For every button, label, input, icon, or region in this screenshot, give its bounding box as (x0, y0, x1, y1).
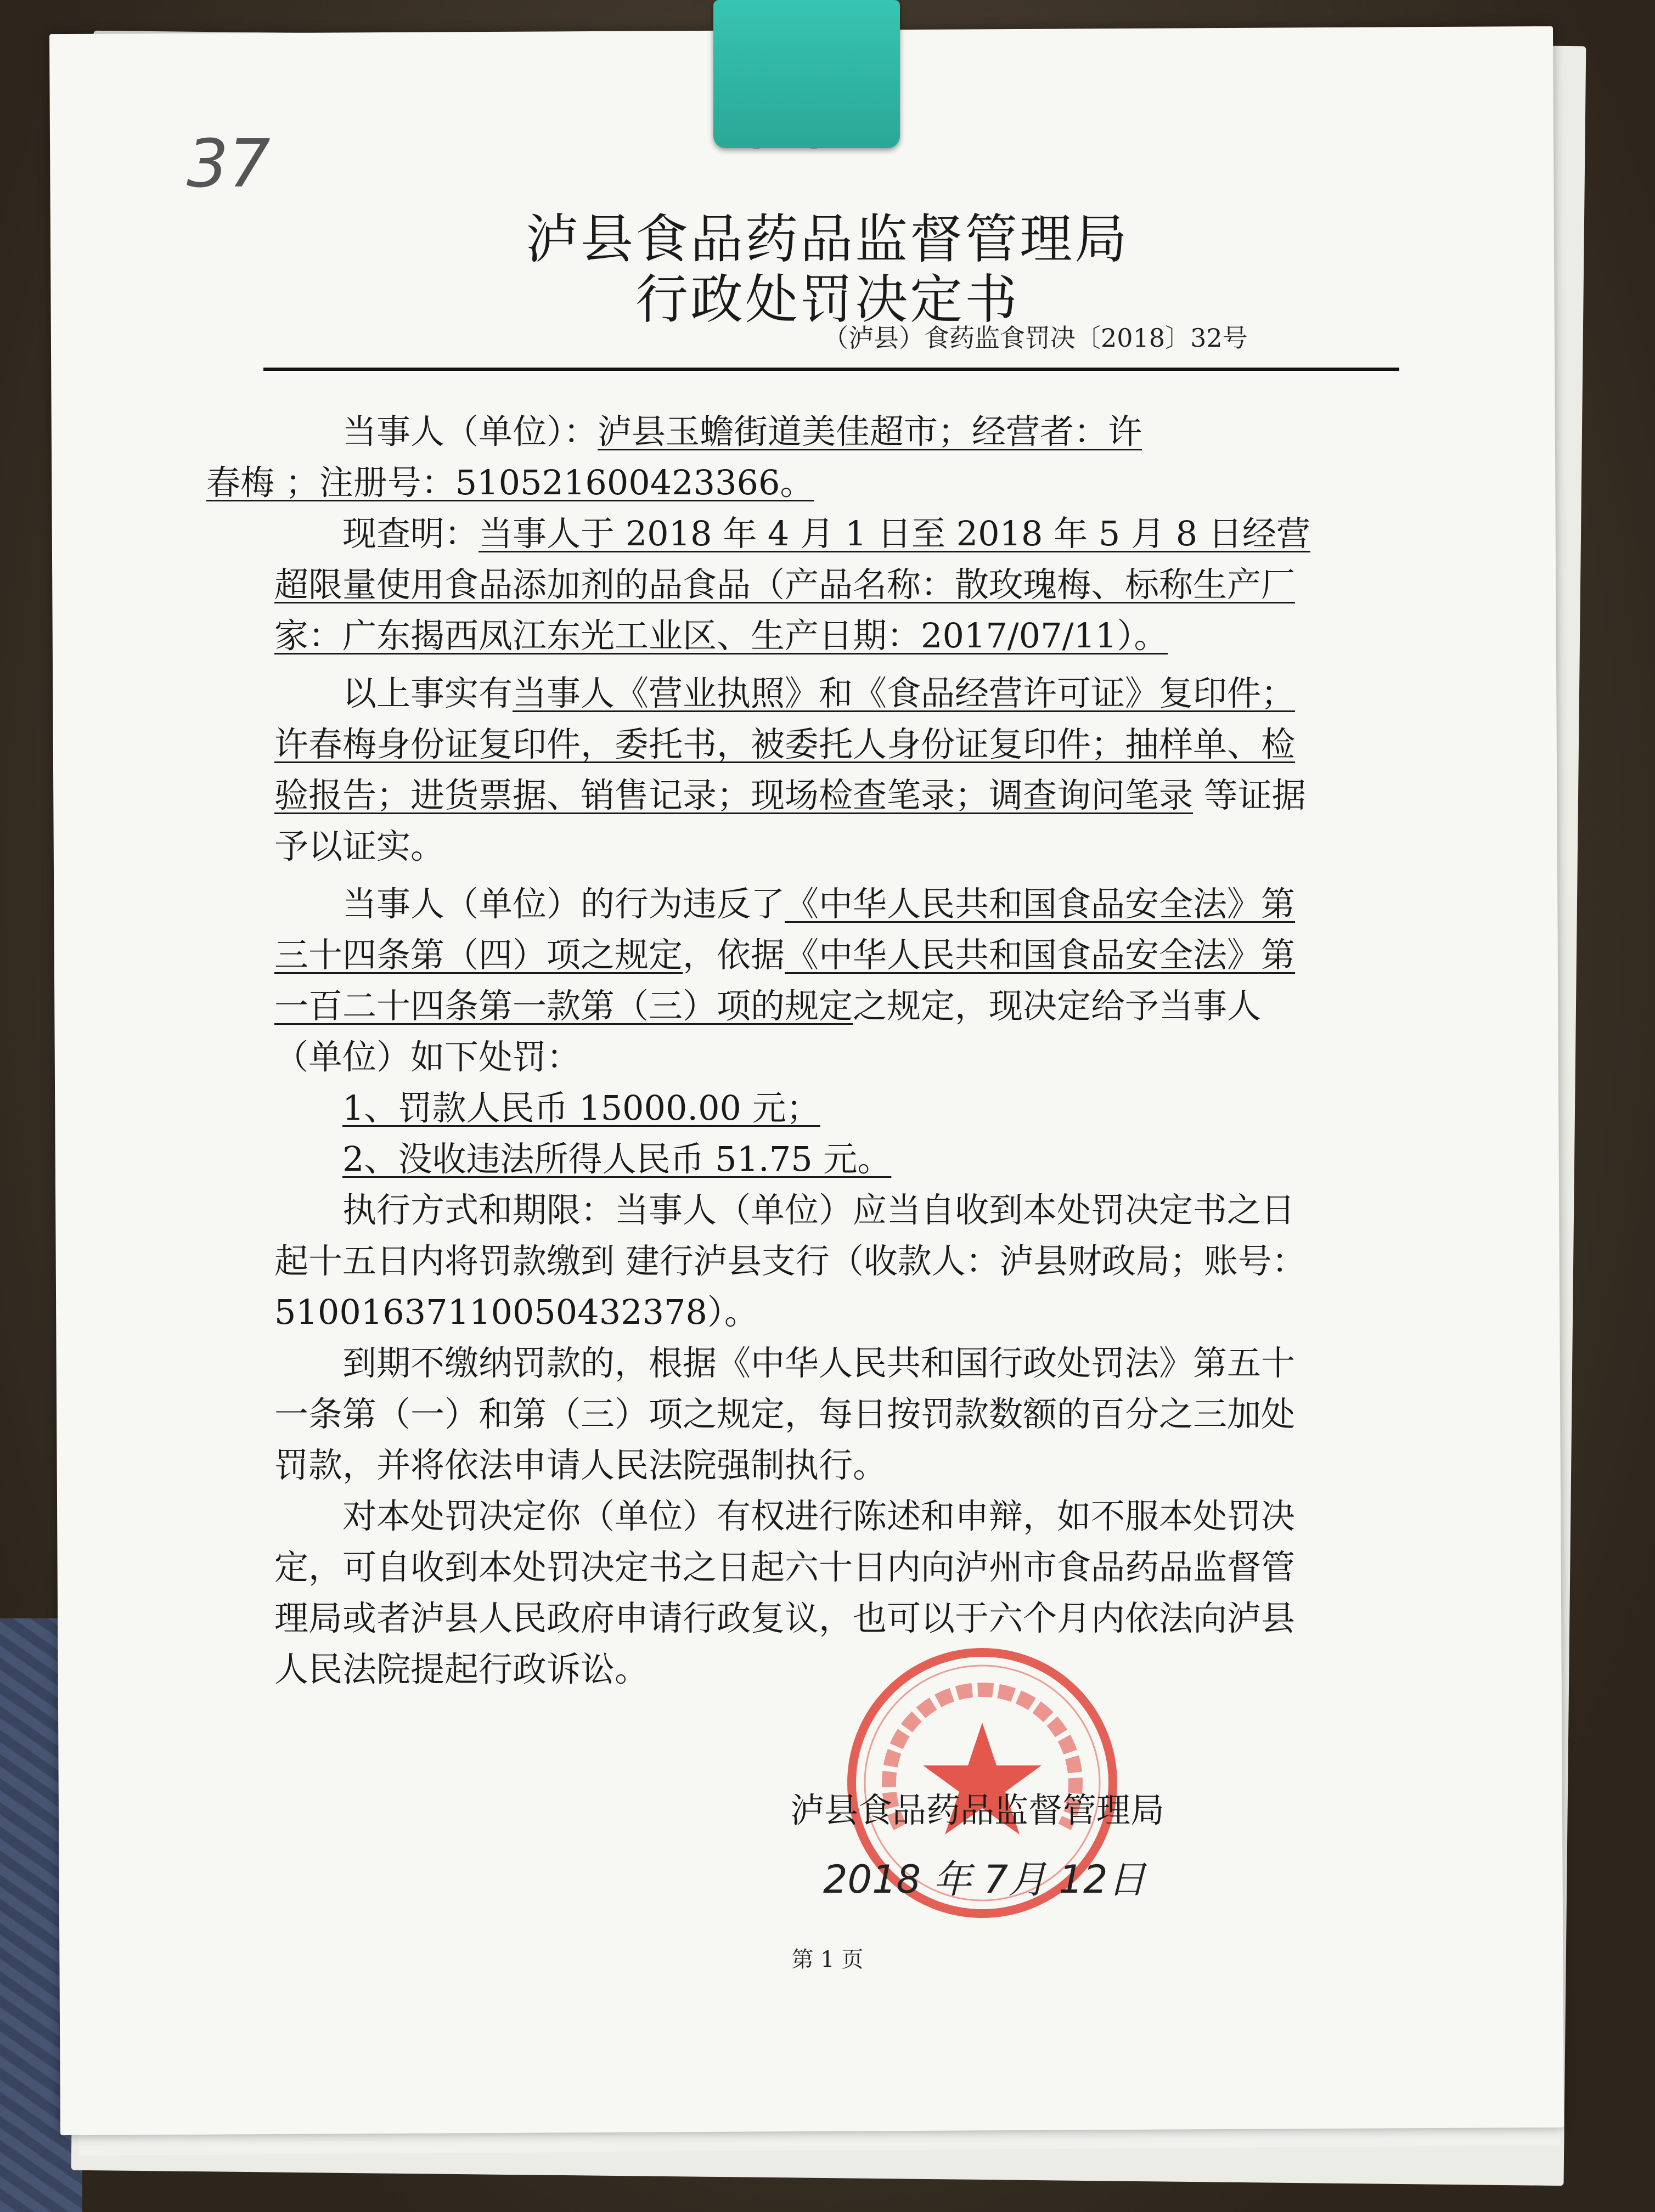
document-number: （泸县）食药监食罚决〔2018〕32号 (823, 323, 1248, 353)
issuing-agency: 泸县食品药品监督管理局 (790, 1790, 1165, 1830)
handwritten-page-number: 37 (187, 126, 271, 202)
execution-paragraph: 执行方式和期限：当事人（单位）应当自收到本处罚决定书之日起十五日内将罚款缴到 建行泸县支行（收款人：泸县财政局；账号：51001637110050432378）。 (274, 1190, 1306, 1332)
violation-text-3: 之规定，现决定给予当事人（单位）如下处罚： (274, 986, 1262, 1077)
violation-text-2: ，依据 (683, 935, 785, 975)
issue-date: 2018 年 7月 12日 (823, 1857, 1146, 1902)
party-label: 当事人（单位）： (342, 411, 598, 452)
party-value-line2: 春梅 ；注册号：510521600423366。 (206, 462, 814, 503)
document-body (206, 406, 1317, 1695)
document-title: 行政处罚决定书 (635, 269, 1020, 330)
findings-lead: 现查明： (342, 514, 479, 554)
violation-text-1: 当事人（单位）的行为违反了 (342, 884, 785, 924)
violated-law: 《中华人民共和国食品安全法》第三十四条第（四）项之规定 (274, 884, 1296, 975)
violation-paragraph (274, 878, 1317, 1082)
appeal-paragraph: 对本处罚决定你（单位）有权进行陈述和申辩，如不服本处罚决定，可自收到本处罚决定书之日起六十日内向泸州市食品药品监督管理局或者泸县人民政府申请行政复议，也可以于六个月内依法向泸县人民法院提起行政诉讼。 (274, 1496, 1296, 1689)
findings-paragraph (274, 508, 1317, 661)
agency-title: 泸县食品药品监督管理局 (526, 208, 1129, 270)
party-value-line1: 泸县玉蟾街道美佳超市；经营者：许 (598, 411, 1142, 452)
evidence-tail: 等证据予以证实。 (274, 775, 1306, 866)
penalty-item-1: 1、罚款人民币 15000.00 元； (342, 1088, 820, 1128)
evidence-lead: 以上事实有 (342, 673, 513, 713)
overdue-paragraph: 到期不缴纳罚款的，根据《中华人民共和国行政处罚法》第五十一条第（一）和第（三）项之规定，每日按罚款数额的百分之三加处罚款，并将依法申请人民法院强制执行。 (274, 1343, 1296, 1485)
binder-clip (713, 0, 900, 148)
evidence-paragraph (274, 668, 1317, 872)
page-footer: 第 1 页 (791, 1947, 864, 1972)
penalty-basis-law: 《中华人民共和国食品安全法》第一百二十四条第一款第（三）项的规定 (274, 935, 1296, 1026)
findings-text: 当事人于 2018 年 4 月 1 日至 2018 年 5 月 8 日经营超限量使用食品添加剂的品食品（产品名称：散玫瑰梅、标称生产厂家：广东揭西凤江东光工业区、生产日期：2017/07/11）。 (274, 514, 1310, 656)
penalty-item-2: 2、没收违法所得人民币 51.75 元。 (342, 1139, 892, 1179)
evidence-text: 当事人《营业执照》和《食品经营许可证》复印件；许春梅身份证复印件，委托书，被委托人身份证复印件；抽样单、检验报告；进货票据、销售记录；现场检查笔录；调查询问笔录 (274, 673, 1296, 815)
title-divider (263, 368, 1399, 371)
party-paragraph (206, 406, 1317, 508)
